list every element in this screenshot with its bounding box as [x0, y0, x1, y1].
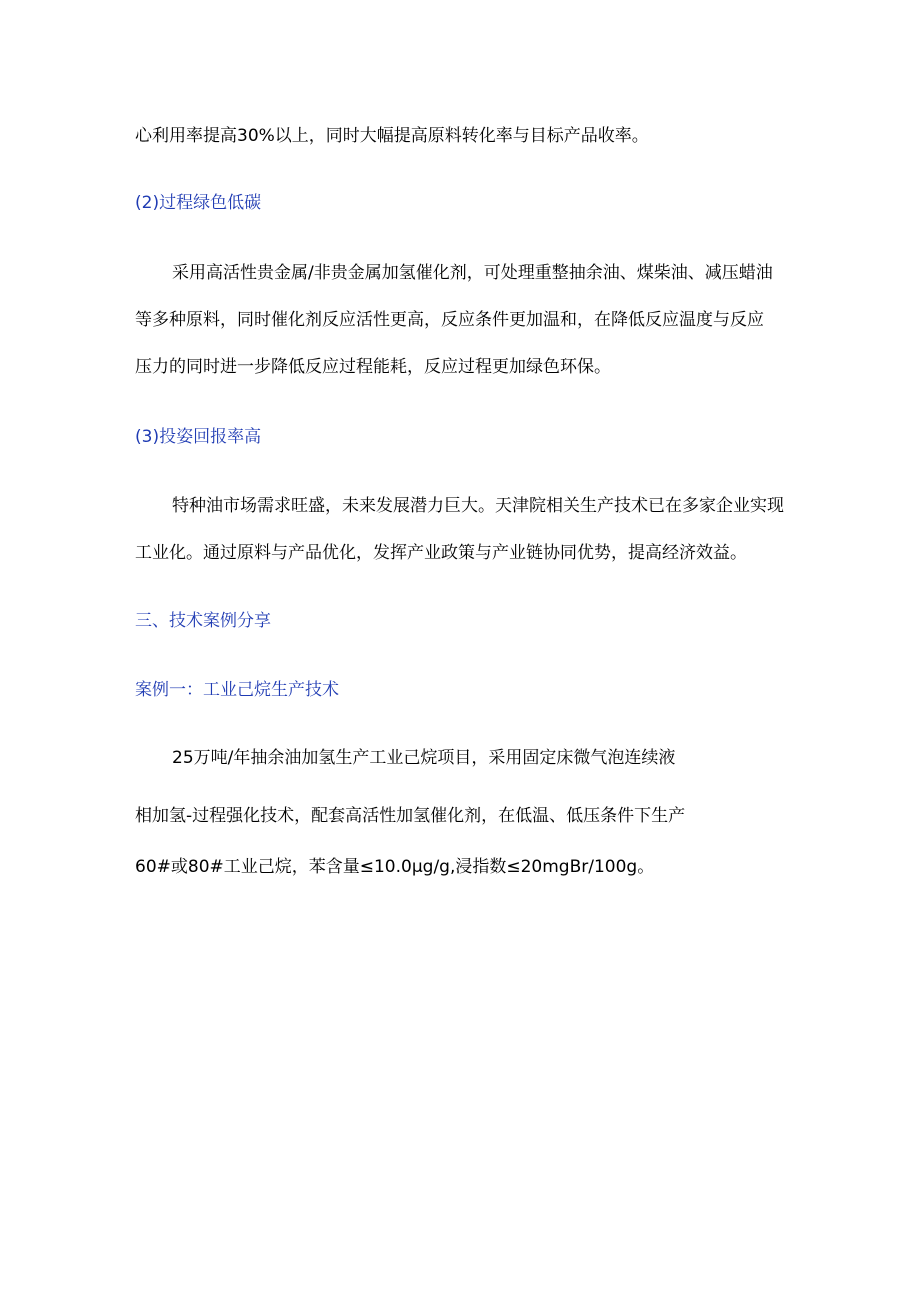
part-heading-technology-cases: 三、技术案例分享	[135, 611, 271, 631]
case1-paragraph-line-2: 相加氢-过程强化技术，配套高活性加氢催化剂，在低温、低压条件下生产	[135, 806, 686, 826]
case1-paragraph-line-3: 60#或80#工业己烷，苯含量≤10.0μg∕g,浸指数≤20mgBr/100g。	[135, 857, 655, 877]
section-heading-investment-return: (3)投姿回报率高	[135, 427, 262, 447]
section-heading-green-low-carbon: (2)过程绿色低碳	[135, 193, 262, 213]
section3-paragraph-line-1: 特种油市场需求旺盛，未来发展潜力巨大。天津院相关生产技术已在多家企业实现	[172, 496, 784, 516]
paragraph-continuation-line: 心利用率提高30%以上，同时大幅提高原料转化率与目标产品收率。	[135, 126, 649, 146]
case1-paragraph-line-1: 25万吨/年抽余油加氢生产工业己烷项目，采用固定床微气泡连续液	[172, 748, 676, 768]
case1-heading: 案例一：工业己烷生产技术	[135, 680, 339, 700]
section2-paragraph-line-1: 采用高活性贵金属/非贵金属加氢催化剂，可处理重整抽余油、煤柴油、减压蜡油	[172, 263, 773, 283]
section2-paragraph-line-2: 等多种原料，同时催化剂反应活性更高，反应条件更加温和，在降低反应温度与反应	[135, 310, 764, 330]
section3-paragraph-line-2: 工业化。通过原料与产品优化，发挥产业政策与产业链协同优势，提高经济效益。	[135, 543, 747, 563]
section2-paragraph-line-3: 压力的同时进一步降低反应过程能耗，反应过程更加绿色环保。	[135, 357, 611, 377]
